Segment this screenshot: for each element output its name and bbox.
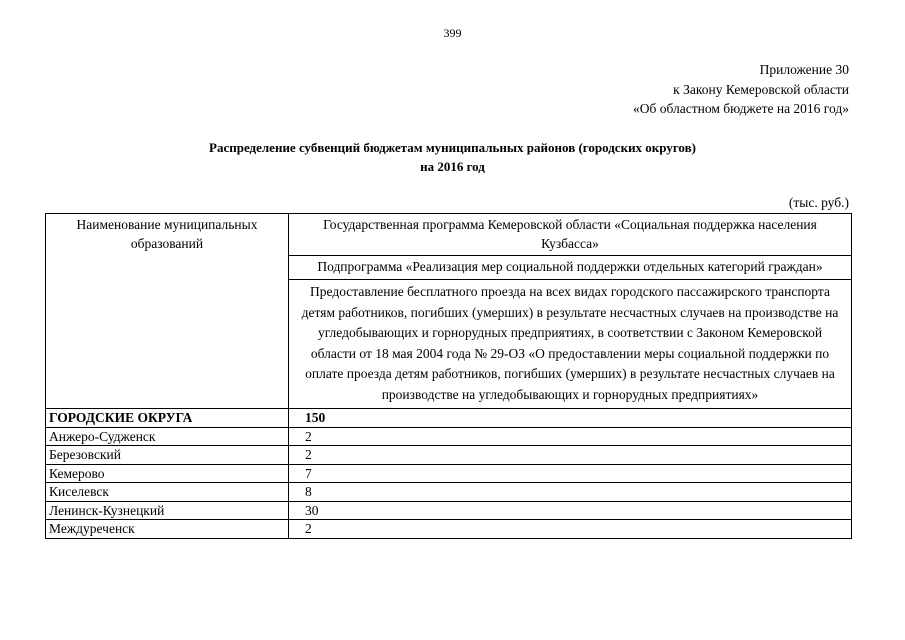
header-measure: Предоставление бесплатного проезда на всех видах городского пассажирского транспорта детям работников, погибших (умерших) в результате несчастных случаев на производстве на угледобывающих и горнорудных предприятиях, в соответствии с Законом Кемеровской области от 18 мая 2004 года № 29-ОЗ «О предоставлении меры социальной поддержки по оплате проезда детям работников, погибших (умерших) в результате несчастных случаев на производстве на угледобывающих и горнорудных предприятиях» [289, 280, 852, 409]
row-name: ГОРОДСКИЕ ОКРУГА [46, 409, 289, 428]
row-value: 30 [289, 501, 852, 520]
row-value: 2 [289, 427, 852, 446]
row-name: Кемерово [46, 464, 289, 483]
appendix-line-3: «Об областном бюджете на 2016 год» [633, 101, 849, 116]
units-label: (тыс. руб.) [788, 195, 849, 210]
row-value: 2 [289, 520, 852, 539]
row-value: 150 [289, 409, 852, 428]
row-name: Березовский [46, 446, 289, 465]
table-row [46, 446, 852, 465]
row-name: Анжеро-Судженск [46, 427, 289, 446]
table-row [46, 501, 852, 520]
table-row [46, 464, 852, 483]
row-name: Ленинск-Кузнецкий [46, 501, 289, 520]
appendix-reference [633, 60, 849, 119]
appendix-line-1: Приложение 30 [759, 62, 849, 77]
row-value: 2 [289, 446, 852, 465]
header-program: Государственная программа Кемеровской области «Социальная поддержка населения Кузбасса» [289, 214, 852, 256]
table-row [46, 520, 852, 539]
title-line-2: на 2016 год [420, 159, 485, 174]
row-name: Киселевск [46, 483, 289, 502]
header-row-program [46, 214, 852, 256]
document-title [0, 138, 905, 176]
row-value: 8 [289, 483, 852, 502]
table-row [46, 427, 852, 446]
row-value: 7 [289, 464, 852, 483]
table-row-total [46, 409, 852, 428]
header-subprogram: Подпрограмма «Реализация мер социальной поддержки отдельных категорий граждан» [289, 256, 852, 280]
row-name: Междуреченск [46, 520, 289, 539]
subventions-table [45, 213, 852, 539]
page-number: 399 [443, 26, 462, 40]
title-line-1: Распределение субвенций бюджетам муниципальных районов (городских округов) [209, 140, 696, 155]
table-row [46, 483, 852, 502]
appendix-line-2: к Закону Кемеровской области [673, 81, 849, 97]
header-municipality: Наименование муниципальных образований [46, 214, 289, 409]
